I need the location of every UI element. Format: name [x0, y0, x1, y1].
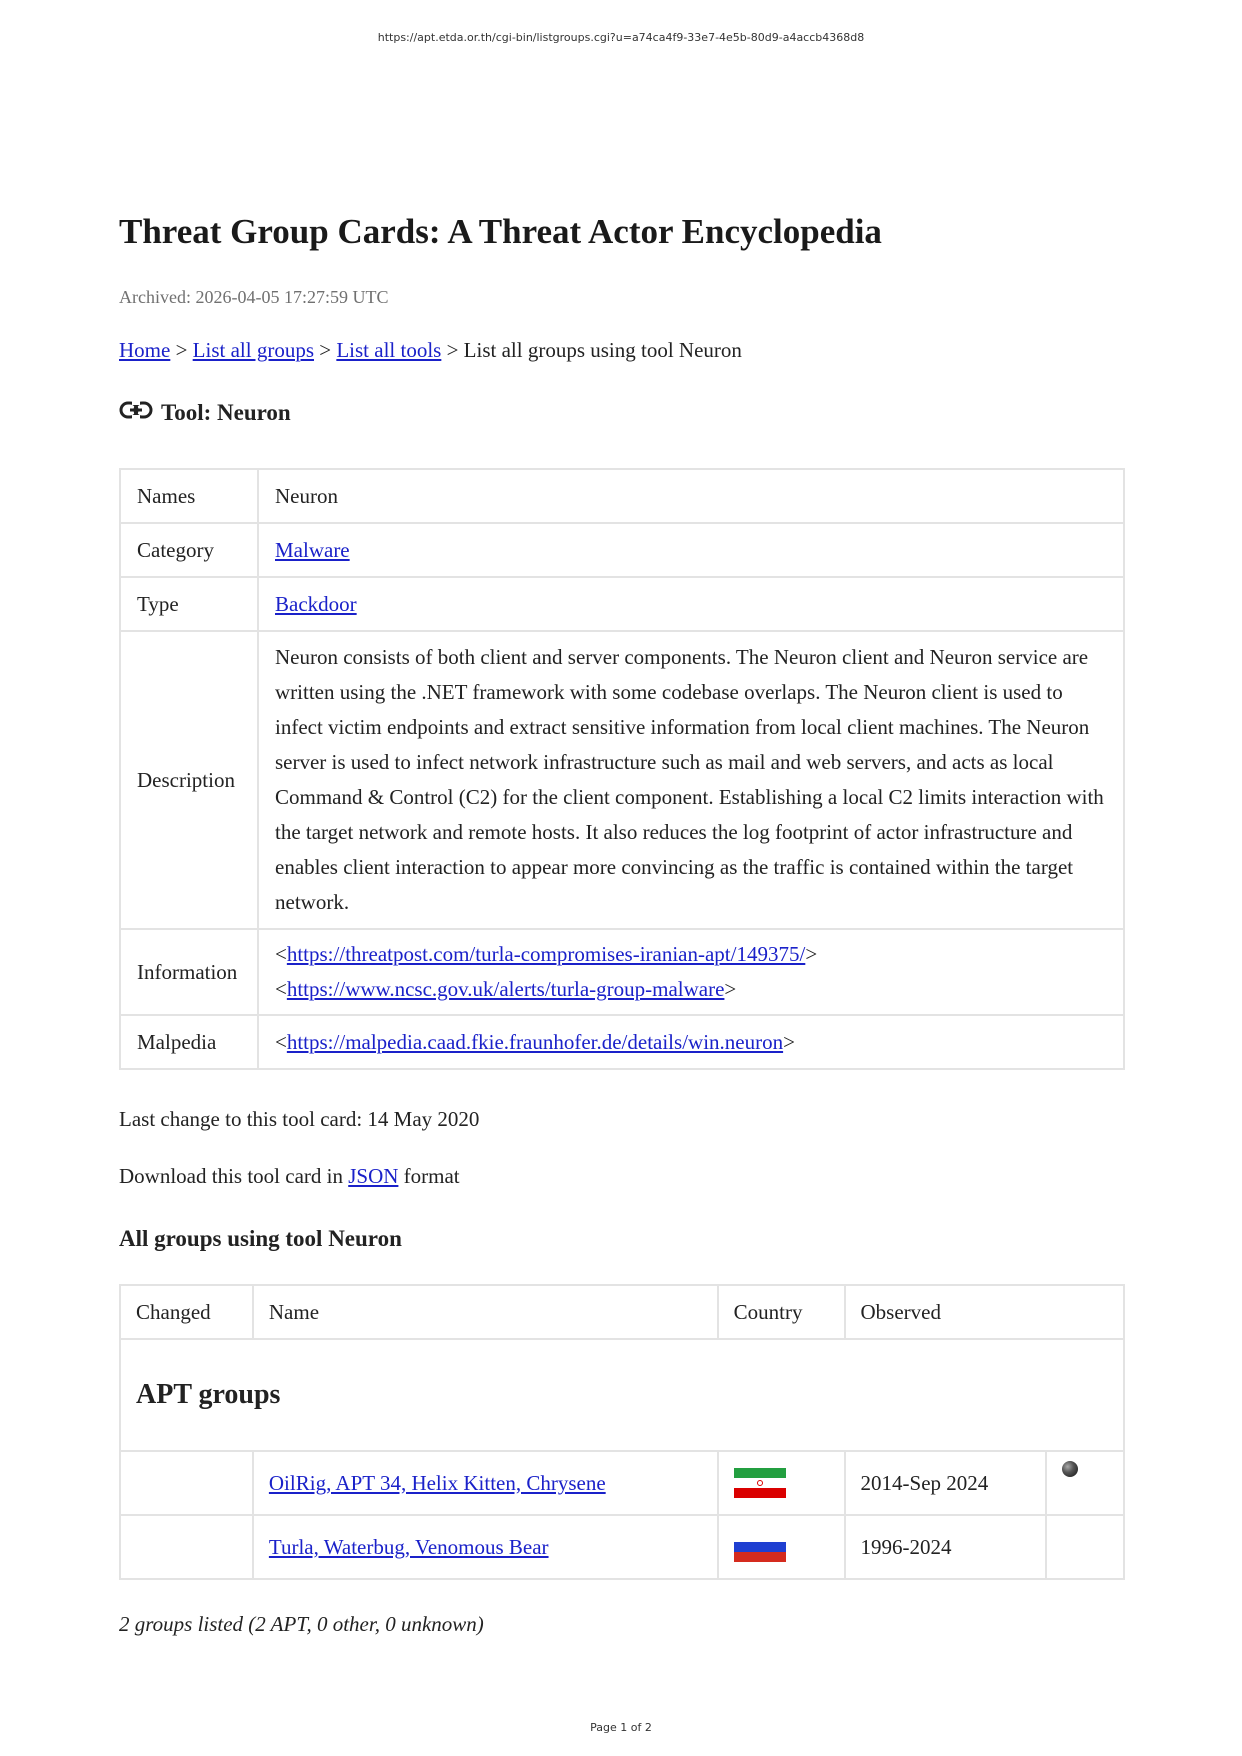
- country-cell: [718, 1515, 845, 1579]
- group-link[interactable]: OilRig, APT 34, Helix Kitten, Chrysene: [268, 1470, 606, 1495]
- column-header-changed: Changed: [120, 1285, 253, 1339]
- marker-cell: [1046, 1515, 1124, 1579]
- download-suffix: format: [398, 1164, 460, 1188]
- groups-table: [119, 1284, 1125, 1580]
- category-cell: [258, 523, 1124, 577]
- column-header-observed: Observed: [845, 1285, 1124, 1339]
- changed-cell: [120, 1451, 253, 1515]
- malpedia-cell: [258, 1015, 1124, 1069]
- page-title: Threat Group Cards: A Threat Actor Encyclopedia: [119, 212, 882, 251]
- information-link[interactable]: https://www.ncsc.gov.uk/alerts/turla-group-malware: [286, 977, 725, 1001]
- groups-heading: All groups using tool Neuron: [119, 1226, 402, 1251]
- name-cell: [253, 1515, 718, 1579]
- bracket: >: [783, 1029, 795, 1054]
- section-cell: [120, 1339, 1124, 1451]
- tool-info-table: [119, 468, 1125, 1070]
- link-icon: [119, 400, 153, 422]
- names-value: Neuron: [258, 469, 1124, 523]
- table-row: [120, 577, 1124, 631]
- download-prefix: Download this tool card in: [119, 1164, 349, 1188]
- column-header-country: Country: [718, 1285, 845, 1339]
- table-row: [120, 1015, 1124, 1069]
- tool-heading: [119, 400, 291, 426]
- table-row: [120, 929, 1124, 1015]
- breadcrumb: [119, 338, 742, 363]
- last-change-text: Last change to this tool card: 14 May 2020: [119, 1107, 480, 1131]
- type-cell: [258, 577, 1124, 631]
- russia-flag-icon: [734, 1532, 786, 1562]
- page-number: Page 1 of 2: [590, 1721, 652, 1734]
- breadcrumb-separator: >: [314, 338, 337, 362]
- information-label: Information: [120, 929, 258, 1015]
- description-value: Neuron consists of both client and server components. The Neuron client and Neuron service are written using the .NET framework with some codebase overlaps. The Neuron client is used to infect victim endpoints and extract sensitive information from local client machines. The Neuron server is used to infect network infrastructure such as mail and web servers, and acts as local Command & Control (C2) for the client component. Establishing a local C2 limits interaction with the target network and remote hosts. It also reduces the log footprint of actor infrastructure and enables client interaction to appear more convincing as the traffic is contained within the target network.: [258, 631, 1124, 929]
- bracket: <: [275, 942, 287, 966]
- bracket: >: [805, 942, 818, 966]
- table-row: [120, 631, 1124, 929]
- archived-timestamp: Archived: 2026-04-05 17:27:59 UTC: [119, 287, 389, 307]
- table-row: [120, 469, 1124, 523]
- breadcrumb-current: > List all groups using tool Neuron: [441, 338, 742, 362]
- table-row: [120, 1515, 1124, 1579]
- table-row: [120, 523, 1124, 577]
- marker-cell: [1046, 1451, 1124, 1515]
- country-cell: [718, 1451, 845, 1515]
- section-row: [120, 1339, 1124, 1451]
- tool-heading-text: Tool: Neuron: [161, 400, 291, 425]
- breadcrumb-separator: >: [170, 338, 193, 362]
- malpedia-link[interactable]: https://malpedia.caad.fkie.fraunhofer.de/details/win.neuron: [286, 1029, 784, 1054]
- table-row: [120, 1451, 1124, 1515]
- bracket: <: [275, 977, 287, 1001]
- breadcrumb-home-link[interactable]: Home: [119, 338, 171, 362]
- category-label: Category: [120, 523, 258, 577]
- iran-flag-icon: [734, 1468, 786, 1498]
- type-link[interactable]: Backdoor: [275, 591, 357, 616]
- download-line: [119, 1164, 460, 1189]
- groups-summary: 2 groups listed (2 APT, 0 other, 0 unknown): [119, 1612, 484, 1636]
- category-link[interactable]: Malware: [275, 537, 350, 562]
- group-link[interactable]: Turla, Waterbug, Venomous Bear: [268, 1534, 549, 1559]
- active-marker-icon: [1062, 1461, 1078, 1477]
- breadcrumb-list-tools-link[interactable]: List all tools: [336, 338, 442, 362]
- observed-cell: 2014-Sep 2024: [845, 1451, 1047, 1515]
- malpedia-label: Malpedia: [120, 1015, 258, 1069]
- information-link[interactable]: https://threatpost.com/turla-compromises-iranian-apt/149375/: [286, 942, 806, 966]
- page-url: https://apt.etda.or.th/cgi-bin/listgroups.cgi?u=a74ca4f9-33e7-4e5b-80d9-a4accb4368d8: [377, 31, 865, 44]
- observed-cell: 1996-2024: [845, 1515, 1047, 1579]
- bracket: <: [275, 1029, 287, 1054]
- changed-cell: [120, 1515, 253, 1579]
- section-title: APT groups: [136, 1379, 281, 1410]
- table-header-row: [120, 1285, 1124, 1339]
- breadcrumb-list-groups-link[interactable]: List all groups: [192, 338, 314, 362]
- name-cell: [253, 1451, 718, 1515]
- information-cell: [258, 929, 1124, 1015]
- json-download-link[interactable]: JSON: [348, 1164, 399, 1188]
- type-label: Type: [120, 577, 258, 631]
- column-header-name: Name: [253, 1285, 718, 1339]
- bracket: >: [724, 977, 737, 1001]
- names-label: Names: [120, 469, 258, 523]
- description-label: Description: [120, 631, 258, 929]
